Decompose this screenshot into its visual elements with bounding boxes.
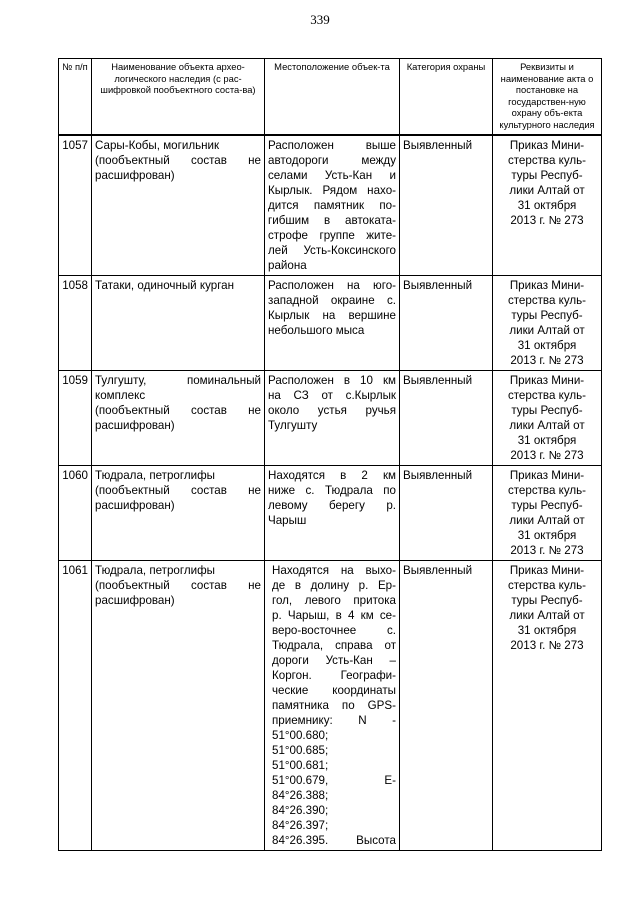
location-line: гол, левого притока — [272, 593, 396, 607]
location-line: 51°00.685; — [272, 743, 329, 757]
location-line: 84°26.395. Высота — [272, 833, 396, 847]
name-line: Татаки, одиночный курган — [95, 278, 235, 292]
location-line: ниже с. Тюдрала по — [268, 483, 396, 497]
protection-category: Выявленный — [400, 370, 493, 465]
requisites-line: стерства куль- — [507, 388, 587, 402]
location-line: 51°00.680; — [272, 728, 329, 742]
name-line: (пообъектный состав не — [95, 153, 261, 167]
requisites-line: стерства куль- — [507, 578, 587, 592]
header-category: Категория охраны — [400, 59, 493, 135]
location-line: дится памятник по- — [268, 198, 396, 212]
location-line: 51°00.679, E- — [272, 773, 396, 787]
table-row — [59, 465, 602, 560]
act-requisites — [493, 275, 602, 370]
location-line: ческие координаты — [272, 683, 396, 697]
act-requisites — [493, 465, 602, 560]
object-location — [265, 560, 400, 850]
requisites-line: Приказ Мини- — [509, 468, 585, 482]
requisites-line: туры Респуб- — [511, 168, 583, 182]
location-line: Тулгушту — [268, 418, 318, 432]
requisites-line: Приказ Мини- — [509, 563, 585, 577]
location-line: приемнику: N - — [272, 713, 396, 727]
requisites-line: лики Алтай от — [509, 608, 585, 622]
requisites-line: 31 октября — [517, 198, 577, 212]
location-line: дороги Усть-Кан – — [272, 653, 396, 667]
act-requisites — [493, 370, 602, 465]
protection-category: Выявленный — [400, 465, 493, 560]
table-body — [59, 135, 602, 851]
protection-category: Выявленный — [400, 275, 493, 370]
act-requisites — [493, 135, 602, 276]
location-line: на СЗ от с.Кырлык — [268, 388, 396, 402]
location-line: Расположен на юго- — [268, 278, 396, 292]
requisites-line: туры Респуб- — [511, 308, 583, 322]
location-line: памятника по GPS- — [272, 698, 396, 712]
name-line: комплекс — [95, 388, 146, 402]
location-line: лей Усть-Коксинского — [268, 243, 396, 257]
name-line: (пообъектный состав не — [95, 578, 261, 592]
table-row — [59, 135, 602, 276]
header-location: Местоположение объек-та — [265, 59, 400, 135]
location-line: небольшого мыса — [268, 323, 365, 337]
requisites-line: Приказ Мини- — [509, 138, 585, 152]
object-name — [92, 370, 265, 465]
location-line: Находятся в 2 км — [268, 468, 396, 482]
location-line: района — [268, 258, 307, 272]
table-row — [59, 560, 602, 850]
location-line: Кырлык на вершине — [268, 308, 396, 322]
requisites-line: 31 октября — [517, 528, 577, 542]
requisites-line: 31 октября — [517, 433, 577, 447]
object-name — [92, 275, 265, 370]
name-line: расшифрован) — [95, 498, 175, 512]
name-line: Тюдрала, петроглифы — [95, 468, 215, 482]
name-line: расшифрован) — [95, 168, 175, 182]
requisites-line: стерства куль- — [507, 483, 587, 497]
requisites-line: лики Алтай от — [509, 183, 585, 197]
requisites-line: лики Алтай от — [509, 513, 585, 527]
location-line: селами Усть-Кан и — [268, 168, 396, 182]
object-name — [92, 560, 265, 850]
heritage-registry-table — [58, 58, 602, 851]
location-line: около устья ручья — [268, 403, 396, 417]
object-location — [265, 275, 400, 370]
name-line: (пообъектный состав не — [95, 483, 261, 497]
requisites-line: 31 октября — [517, 338, 577, 352]
location-line: Чарыш — [268, 513, 307, 527]
name-line: расшифрован) — [95, 593, 175, 607]
location-line: западной окраине с. — [268, 293, 396, 307]
requisites-line: 2013 г. № 273 — [510, 353, 584, 367]
requisites-line: туры Респуб- — [511, 498, 583, 512]
location-line: 51°00.681; — [272, 758, 329, 772]
page-number: 339 — [310, 12, 330, 27]
location-line: 84°26.397; — [272, 818, 329, 832]
object-location — [265, 465, 400, 560]
requisites-line: стерства куль- — [507, 293, 587, 307]
protection-category: Выявленный — [400, 560, 493, 850]
header-row — [59, 59, 602, 135]
requisites-line: стерства куль- — [507, 153, 587, 167]
requisites-line: Приказ Мини- — [509, 373, 585, 387]
location-line: 84°26.390; — [272, 803, 329, 817]
header-num: № п/п — [59, 59, 92, 135]
location-line: левому берегу р. — [268, 498, 396, 512]
header-requisites: Реквизиты и наименование акта о постановке на государствен-ную охрану объ-екта культурного наследия — [493, 59, 602, 135]
row-number: 1060 — [59, 465, 92, 560]
location-line: Расположен выше — [268, 138, 396, 152]
requisites-line: лики Алтай от — [509, 323, 585, 337]
location-line: Расположен в 10 км — [268, 373, 396, 387]
table-header — [59, 59, 602, 135]
row-number: 1059 — [59, 370, 92, 465]
requisites-line: лики Алтай от — [509, 418, 585, 432]
act-requisites — [493, 560, 602, 850]
name-line: расшифрован) — [95, 418, 175, 432]
object-name — [92, 465, 265, 560]
object-location — [265, 135, 400, 276]
requisites-line: 2013 г. № 273 — [510, 638, 584, 652]
location-line: Кырлык. Рядом нахо- — [268, 183, 396, 197]
name-line: Тюдрала, петроглифы — [95, 563, 215, 577]
name-line: Тулгушту, поминальный — [95, 373, 261, 387]
table-row — [59, 370, 602, 465]
location-line: Тюдрала, справа от — [272, 638, 396, 652]
object-location — [265, 370, 400, 465]
location-line: де в долину р. Ер- — [272, 578, 396, 592]
table-row — [59, 275, 602, 370]
name-line: (пообъектный состав не — [95, 403, 261, 417]
location-line: Коргон. Географи- — [272, 668, 396, 682]
requisites-line: 31 октября — [517, 623, 577, 637]
row-number: 1061 — [59, 560, 92, 850]
requisites-line: туры Респуб- — [511, 403, 583, 417]
row-number: 1057 — [59, 135, 92, 276]
requisites-line: туры Респуб- — [511, 593, 583, 607]
header-name: Наименование объекта архео-логического наследия (с рас-шифровкой пообъектного соста-ва) — [92, 59, 265, 135]
requisites-line: 2013 г. № 273 — [510, 448, 584, 462]
requisites-line: Приказ Мини- — [509, 278, 585, 292]
location-line: 84°26.388; — [272, 788, 329, 802]
location-line: гибшим в автоката- — [268, 213, 396, 227]
requisites-line: 2013 г. № 273 — [510, 213, 584, 227]
location-line: автодороги между — [268, 153, 396, 167]
location-line: веро-восточнее с. — [272, 623, 396, 637]
location-line: р. Чарыш, в 4 км се- — [272, 608, 396, 622]
requisites-line: 2013 г. № 273 — [510, 543, 584, 557]
location-line: строфе группе жите- — [268, 228, 396, 242]
row-number: 1058 — [59, 275, 92, 370]
name-line: Сары-Кобы, могильник — [95, 138, 220, 152]
protection-category: Выявленный — [400, 135, 493, 276]
location-line: Находятся на выхо- — [272, 563, 396, 577]
object-name — [92, 135, 265, 276]
